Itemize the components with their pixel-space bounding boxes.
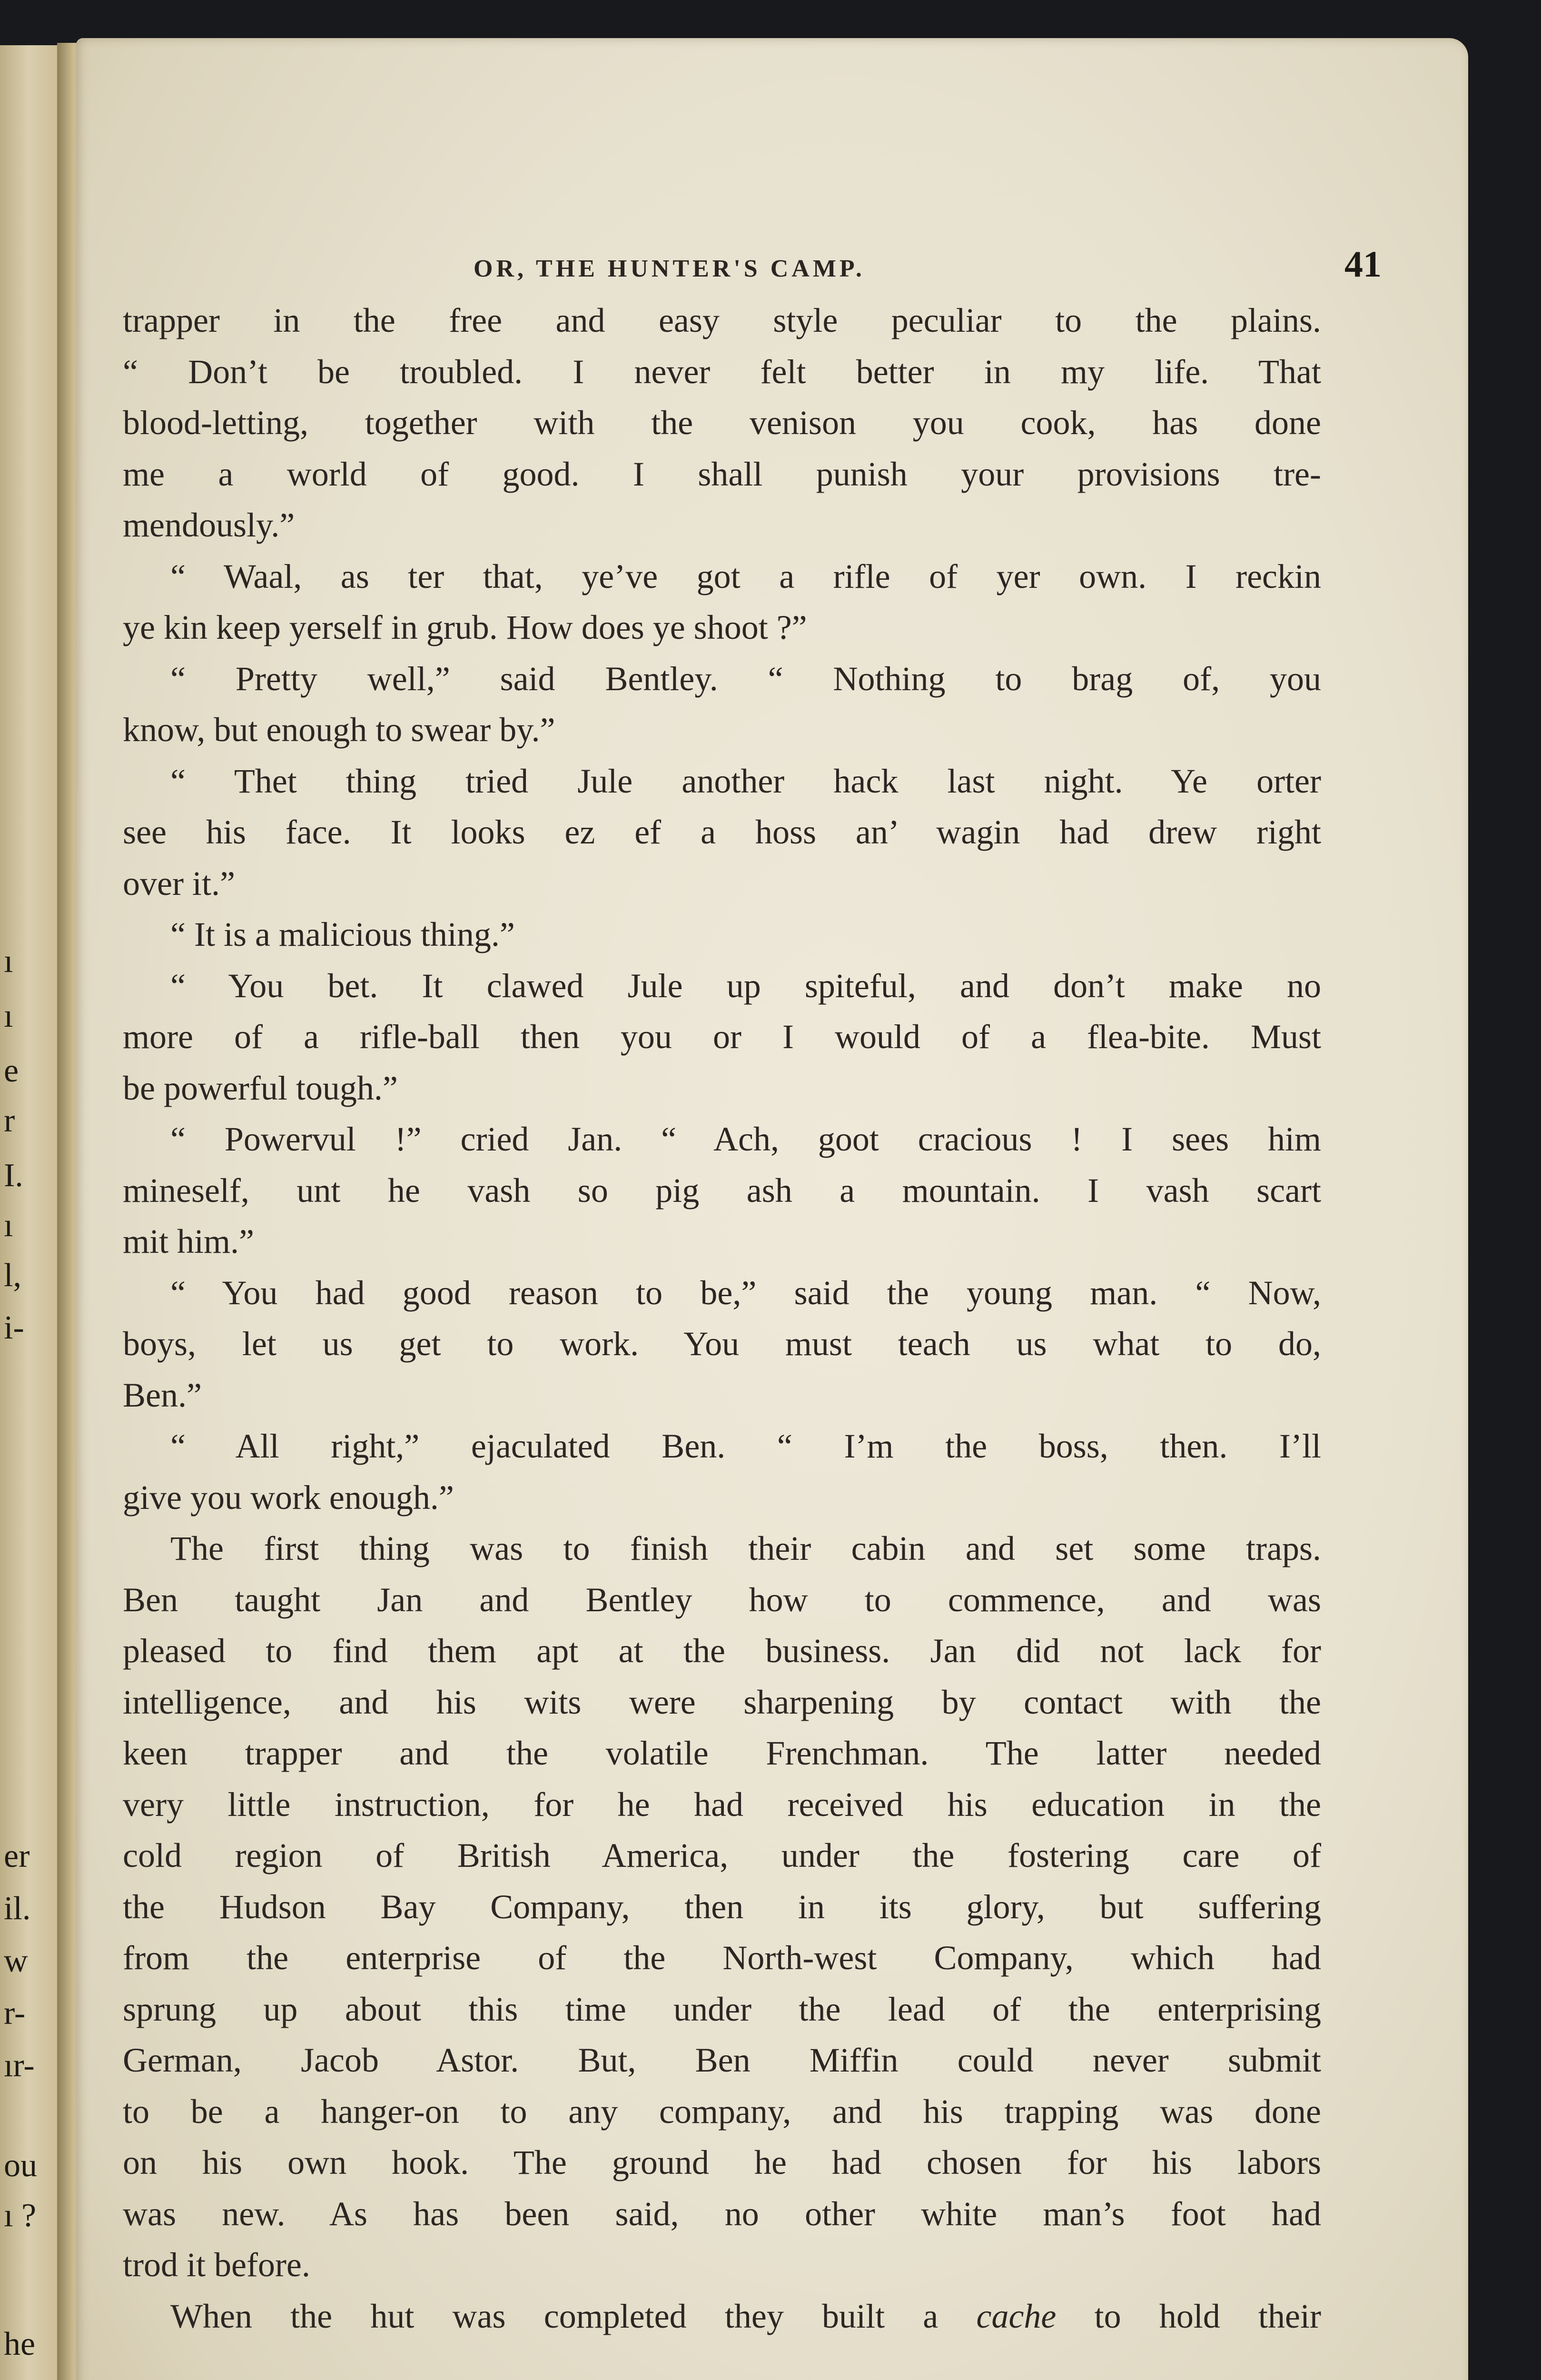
text-line: “ All right,” ejaculated Ben. “ I’m the boss, then. I’ll (170, 1427, 1321, 1465)
text-line: be powerful tough.” (123, 1069, 398, 1107)
left-page-fragment: i- (4, 1309, 24, 1346)
text-line: keen trapper and the volatile Frenchman. The latter needed (123, 1734, 1321, 1772)
text-line: trod it before. (123, 2246, 310, 2284)
text-line: ye kin keep yerself in grub. How does ye shoot ?” (123, 608, 807, 646)
left-page-fragment: ou (4, 2147, 37, 2184)
text-line: mineself, unt he vash so pig ash a mountain. I vash scart (123, 1171, 1321, 1210)
italic-word: cache (976, 2297, 1057, 2335)
text-line: Ben taught Jan and Bentley how to commence, and was (123, 1580, 1321, 1619)
text-line: boys, let us get to work. You must teach us what to do, (123, 1325, 1321, 1363)
text-line: “ Pretty well,” said Bentley. “ Nothing to brag of, you (170, 659, 1321, 698)
text-line: me a world of good. I shall punish your provisions tre- (123, 455, 1321, 493)
text-line: was new. As has been said, no other white man’s foot had (123, 2194, 1321, 2233)
text-line: very little instruction, for he had received his education in the (123, 1785, 1321, 1824)
text-line: the Hudson Bay Company, then in its glory, but suffering (123, 1887, 1321, 1926)
text-line: pleased to find them apt at the business. Jan did not lack for (123, 1632, 1321, 1670)
left-page-fragment: w (4, 1943, 28, 1979)
text-line: from the enterprise of the North-west Company, which had (123, 1939, 1321, 1977)
left-page-fragment: r- (4, 1995, 26, 2032)
left-page-fragment: er (4, 1838, 30, 1874)
left-page-fragment: ı (4, 998, 13, 1034)
text-line: “ Thet thing tried Jule another hack last night. Ye orter (170, 762, 1321, 800)
final-line-end: to hold their (1056, 2297, 1321, 2335)
text-line: mit him.” (123, 1222, 254, 1260)
left-page-fragment: ı (4, 1207, 13, 1244)
text-line: “ Don’t be troubled. I never felt better in my life. That (123, 352, 1321, 391)
text-line: blood-letting, together with the venison you cook, has done (123, 404, 1321, 442)
left-page-fragment: l, (4, 1257, 21, 1294)
text-line: “ Powervul !” cried Jan. “ Ach, goot cracious ! I sees him (170, 1120, 1321, 1158)
text-line: “ You had good reason to be,” said the young man. “ Now, (170, 1273, 1321, 1312)
left-page-fragment: r (4, 1102, 15, 1139)
running-head: OR, THE HUNTER'S CAMP. (474, 255, 865, 282)
text-line: know, but enough to swear by.” (123, 711, 555, 749)
left-page-fragment: ır- (4, 2047, 35, 2084)
text-line-final (123, 2291, 1321, 2342)
text-line: cold region of British America, under the fostering care of (123, 1836, 1321, 1874)
left-page-fragment: il. (4, 1890, 31, 1927)
text-line: intelligence, and his wits were sharpening by contact with the (123, 1683, 1321, 1721)
text-line: give you work enough.” (123, 1478, 454, 1517)
body-text (123, 295, 1321, 2342)
text-line: trapper in the free and easy style peculiar to the plains. (123, 301, 1321, 339)
text-line: “ You bet. It clawed Jule up spiteful, and don’t make no (170, 966, 1321, 1005)
left-page-fragment: he (4, 2326, 36, 2362)
page-number: 41 (1344, 243, 1382, 285)
text-line: mendously.” (123, 506, 295, 544)
text-line: sprung up about this time under the lead of the enterprising (123, 1990, 1321, 2028)
left-page-fragment: ı ? (4, 2197, 37, 2234)
left-page-fragment: e (4, 1052, 19, 1089)
text-line: “ Waal, as ter that, ye’ve got a rifle of yer own. I reckin (170, 557, 1321, 595)
left-page-fragment: ı (4, 943, 13, 980)
text-line: The first thing was to finish their cabin and set some traps. (170, 1529, 1321, 1567)
text-line: Ben.” (123, 1376, 202, 1414)
text-line: over it.” (123, 864, 235, 902)
final-line-start: When the hut was completed they built a (170, 2297, 977, 2335)
text-line: on his own hook. The ground he had chosen for his labors (123, 2143, 1321, 2182)
text-line: to be a hanger-on to any company, and his trapping was done (123, 2092, 1321, 2131)
text-line: more of a rifle-ball then you or I would of a flea-bite. Must (123, 1018, 1321, 1056)
left-page-fragment: I. (4, 1157, 23, 1194)
text-line: “ It is a malicious thing.” (170, 915, 515, 953)
page-header (76, 243, 1468, 285)
text-line: German, Jacob Astor. But, Ben Miffin could never submit (123, 2041, 1321, 2079)
text-line: see his face. It looks ez ef a hoss an’ wagin had drew right (123, 813, 1321, 851)
